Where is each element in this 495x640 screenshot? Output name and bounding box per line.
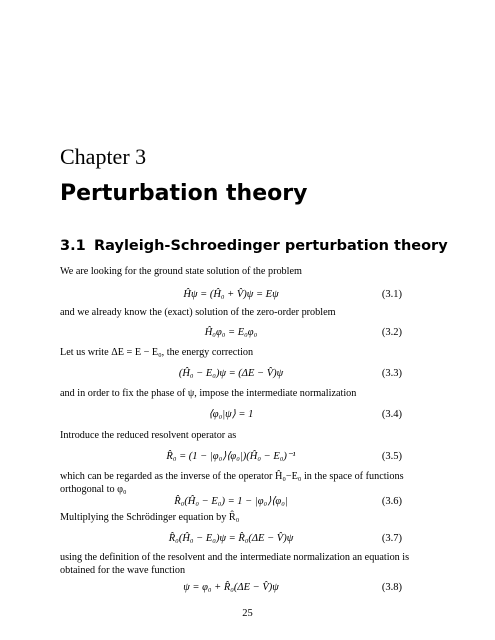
equation [60, 326, 402, 339]
equation [60, 288, 402, 301]
equation [60, 450, 402, 463]
equation-number: (3.3) [381, 368, 402, 379]
paragraph: which can be regarded as the inverse of the operator Ĥ₀−E₀ in the space of functions orthogonal to φ₀ [60, 471, 404, 495]
equation-expression: (Ĥ₀ − E₀)ψ = (ΔE − V̂)ψ [178, 368, 284, 379]
section-title: Rayleigh-Schroedinger perturbation theory [94, 238, 448, 254]
paragraph: and we already know the (exact) solution of the zero-order problem [60, 307, 336, 318]
equation-number: (3.7) [381, 533, 402, 544]
equation-number: (3.4) [381, 409, 402, 420]
equation [60, 495, 402, 508]
equation-expression: ψ = φ₀ + R̂₀(ΔE − V̂)ψ [183, 582, 279, 593]
equation-expression: R̂₀(Ĥ₀ − E₀)ψ = R̂₀(ΔE − V̂)ψ [168, 533, 294, 544]
paragraph: Let us write ΔE = E − E₀, the energy correction [60, 347, 254, 358]
equation-expression: R̂₀ = (1 − |φ₀⟩⟨φ₀|)(Ĥ₀ − E₀)⁻¹ [166, 451, 296, 462]
chapter-title: Perturbation theory [60, 181, 308, 206]
equation-expression: Ĥψ = (Ĥ₀ + V̂)ψ = Eψ [183, 289, 279, 300]
paragraph: using the definition of the resolvent and the intermediate normalization an equation is obtained for the wave function [60, 552, 410, 576]
equation [60, 581, 402, 594]
equation [60, 408, 402, 421]
equation-expression: Ĥ₀φ₀ = E₀φ₀ [204, 327, 258, 338]
equation-number: (3.1) [381, 289, 402, 300]
page-number: 25 [242, 608, 253, 619]
equation-number: (3.2) [381, 327, 402, 338]
section-number: 3.1 [60, 238, 86, 254]
paragraph: We are looking for the ground state solution of the problem [60, 266, 302, 277]
paragraph: Multiplying the Schrödinger equation by R̂₀ [60, 512, 240, 523]
paragraph: and in order to fix the phase of ψ, impose the intermediate normalization [60, 388, 357, 399]
section-heading [60, 238, 448, 254]
paragraph: Introduce the reduced resolvent operator as [60, 430, 237, 441]
equation [60, 367, 402, 380]
equation-expression: ⟨φ₀|ψ⟩ = 1 [208, 409, 254, 420]
equation-number: (3.6) [381, 496, 402, 507]
chapter-label: Chapter 3 [60, 144, 147, 169]
equation-number: (3.8) [381, 582, 402, 593]
equation [60, 532, 402, 545]
equation-number: (3.5) [381, 451, 402, 462]
equation-expression: R̂₀(Ĥ₀ − E₀) = 1 − |φ₀⟩⟨φ₀| [174, 496, 288, 507]
